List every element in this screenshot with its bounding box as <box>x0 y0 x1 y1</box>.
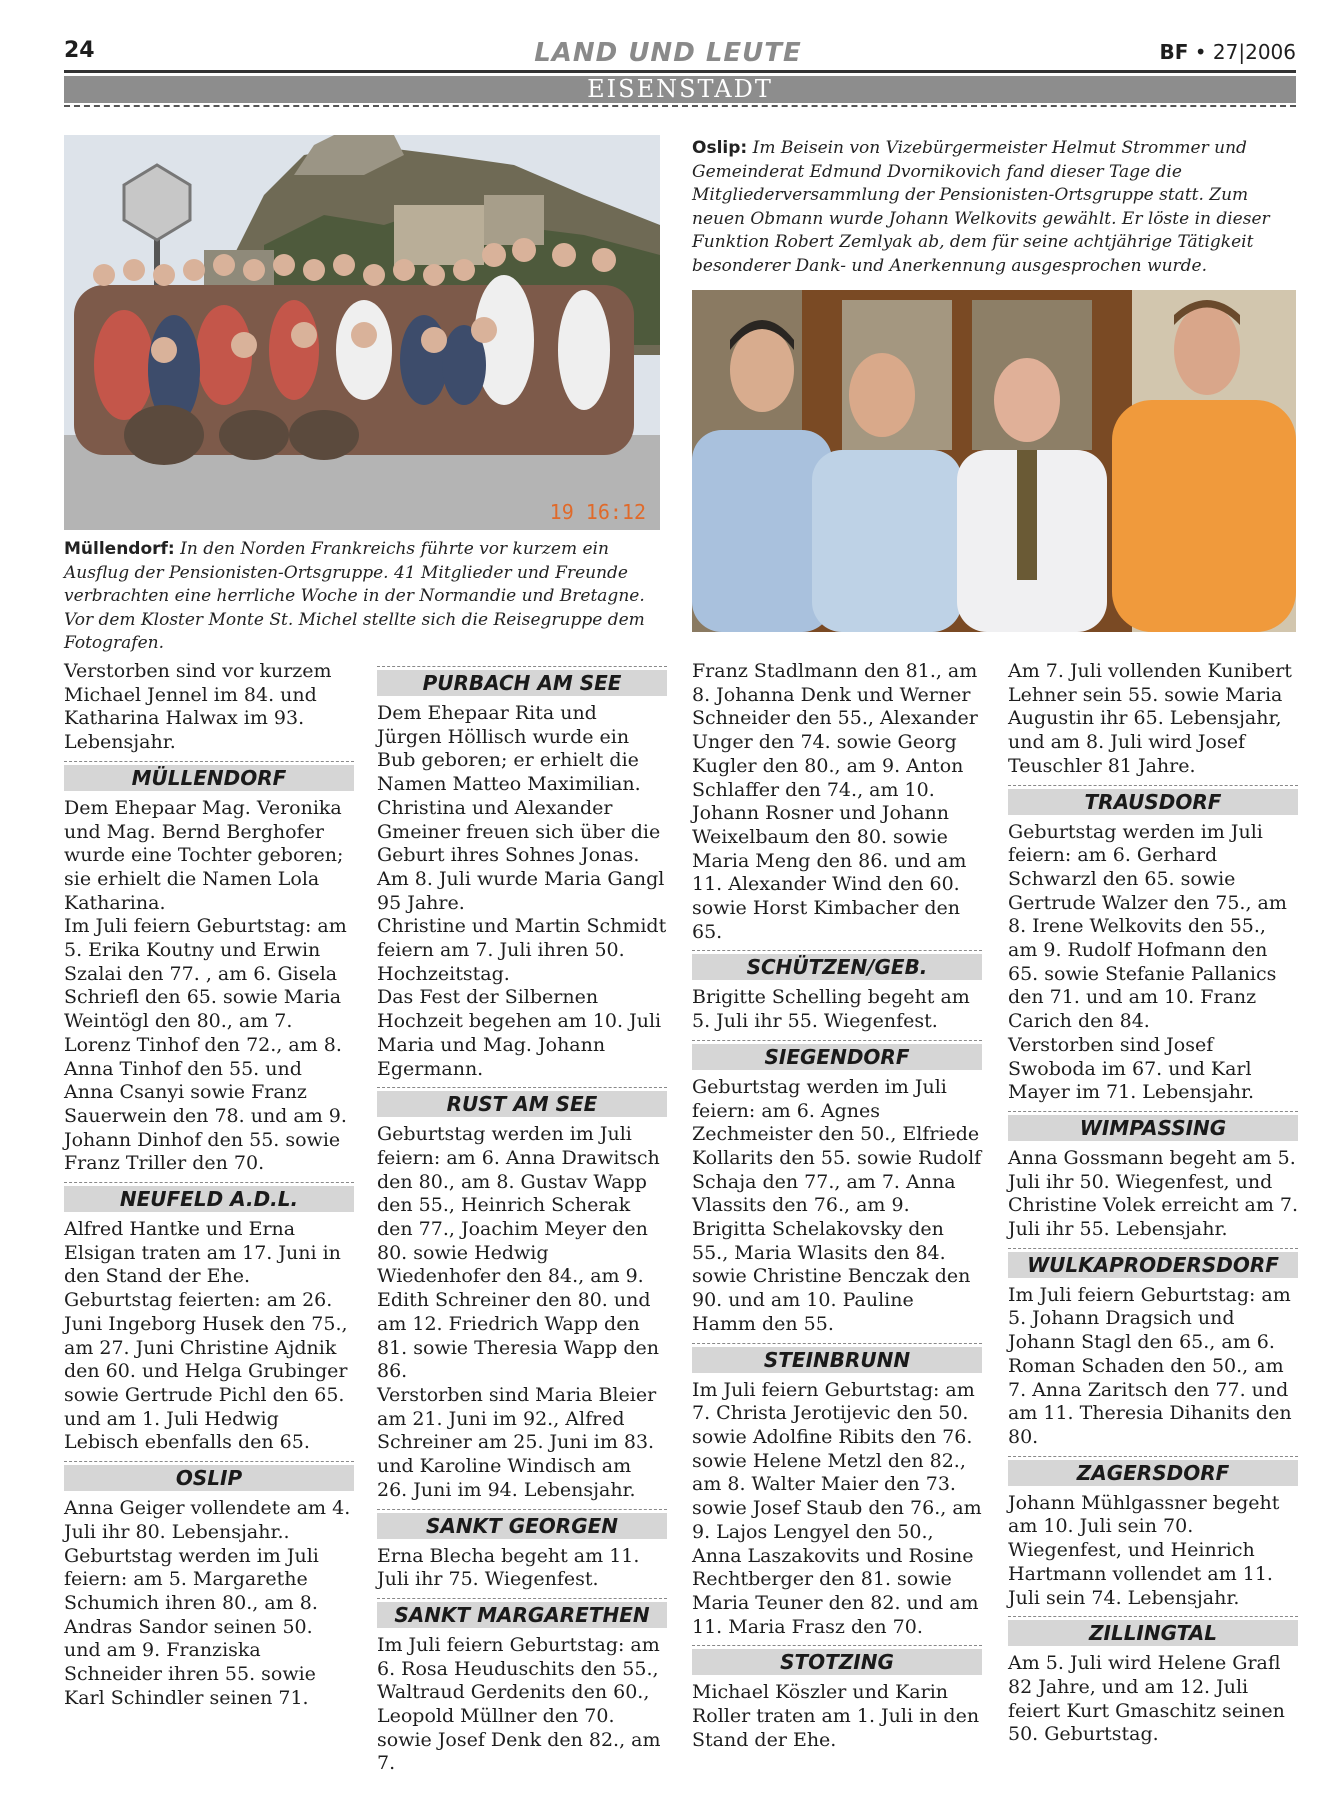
group-photo <box>64 135 660 530</box>
paragraph: Geburtstag feierten: am 26. Juni Ingeborg Husek den 75., am 27. Juni Christine Ajdnik den 60. und Helga Grubinger sowie Gertrude Pichl den 65. und am 1. Juli Hedwig Lebisch ebenfalls den 65. <box>64 1289 348 1454</box>
paragraph: Brigitte Schelling begeht am 5. Juli ihr 55. Wiegenfest. <box>692 986 970 1033</box>
section-title: WULKAPRODERSDORF <box>1008 1252 1298 1278</box>
section-header-wulkaprodersdorf <box>1008 1248 1298 1278</box>
section-header-wimpassing <box>1008 1111 1298 1141</box>
column-1 <box>64 660 354 1710</box>
paragraph: Geburtstag werden im Juli feiern: am 5. Margarethe Schumich ihren 80., am 8. Andras Sandor seinen 50. und am 9. Franziska Schneider ihren 55. sowie Karl Schindler seinen 71. <box>64 1544 319 1709</box>
section-title: PURBACH AM SEE <box>377 670 667 696</box>
page-number: 24 <box>64 38 95 63</box>
caption-text: Im Beisein von Vizebürgermeister Helmut Strommer und Gemeinderat Edmund Dvornikovich fand dieser Tage die Mitgliederversammlung der Pensionisten-Ortsgruppe statt. Zum neuen Obmann wurde Johann Welkovits gewählt. Er löste in dieser Funktion Robert Zemlyak ab, dem für seine achtjährige Tätigkeit besonderer Dank- und Anerkennung ausgesprochen wurde. <box>692 138 1270 276</box>
section-divider <box>692 950 982 951</box>
section-title: LAND UND LEUTE <box>534 38 802 68</box>
paragraph: Dem Ehepaar Mag. Veronika und Mag. Bernd Berghofer wurde eine Tochter geboren; sie erhielt die Namen Lola Katharina. <box>64 796 344 914</box>
section-title: SANKT MARGARETHEN <box>377 1602 667 1628</box>
caption-place: Oslip: <box>692 138 748 158</box>
paragraph: Dem Ehepaar Rita und Jürgen Höllisch wurde ein Bub geboren; er erhielt die Namen Matteo Maximilian. Christina und Alexander Gmeiner freuen sich über die Geburt ihres Sohnes Jonas. <box>377 702 661 867</box>
section-header-sankt-margarethen <box>377 1598 667 1628</box>
paragraph: Im Juli feiern Geburtstag: am 5. Erika Koutny und Erwin Szalai den 77. , am 6. Gisela Schriefl den 65. sowie Maria Weintögl den 80., am 7. Lorenz Tinhof den 72., am 8. Anna Tinhof den 55. und Anna Csanyi sowie Franz Sauerwein den 78. und am 9. Johann Dinhof den 55. sowie Franz Triller den 70. <box>64 915 347 1175</box>
section-title: SIEGENDORF <box>692 1044 982 1070</box>
paragraph: Verstorben sind Josef Swoboda im 67. und Karl Mayer im 71. Lebensjahr. <box>1008 1033 1255 1104</box>
section-title: ZAGERSDORF <box>1008 1460 1298 1486</box>
paragraph: Michael Köszler und Karin Roller traten am 1. Juli in den Stand der Ehe. <box>692 1681 980 1751</box>
section-title: SANKT GEORGEN <box>377 1513 667 1539</box>
paragraph: Erna Blecha begeht am 11. Juli ihr 75. Wiegenfest. <box>377 1544 640 1591</box>
section-title: MÜLLENDORF <box>64 765 354 791</box>
caption-text: In den Norden Frankreichs führte vor kurzem ein Ausflug der Pensionisten-Ortsgruppe. 41 Mitglieder und Freunde verbrachten eine herrliche Woche in der Normandie und Bretagne. Vor dem Kloster Monte St. Michel stellte sich die Reisegruppe dem Fotografen. <box>64 539 645 653</box>
section-title: NEUFELD A.D.L. <box>64 1186 354 1212</box>
column-2 <box>377 666 667 1776</box>
issue-number: 27|2006 <box>1212 40 1296 64</box>
paragraph: Im Juli feiern Geburtstag: am 6. Rosa Heuduschits den 55., Waltraud Gerdenits den 60., Leopold Müllner den 70. sowie Josef Denk den 82., am 7. <box>377 1633 661 1775</box>
section-divider <box>692 1645 982 1646</box>
paragraph: Geburtstag werden im Juli feiern: am 6. Anna Drawitsch den 80., am 8. Gustav Wapp den 55., Heinrich Scherak den 77., Joachim Meyer den 80. sowie Hedwig Wiedenhofer den 84., am 9. Edith Schreiner den 80. und am 12. Friedrich Wapp den 81. sowie Theresia Wapp den 86. <box>377 1123 660 1383</box>
paragraph: Am 7. Juli vollenden Kunibert Lehner sein 55. sowie Maria Augustin ihr 65. Lebensjahr, und am 8. Juli wird Josef Teuschler 81 Jahre. <box>1008 660 1292 777</box>
section-divider <box>1008 1111 1298 1112</box>
section-divider <box>1008 1456 1298 1457</box>
section-header-oslip <box>64 1461 354 1491</box>
paragraph: Das Fest der Silbernen Hochzeit begehen am 10. Juli Maria und Mag. Johann Egermann. <box>377 986 662 1080</box>
column-4 <box>1008 660 1298 1747</box>
caption-muellendorf <box>64 538 664 656</box>
section-divider <box>1008 1248 1298 1249</box>
paragraph: Im Juli feiern Geburtstag: am 5. Johann Dragsich und Johann Stagl den 65., am 6. Roman Schaden den 50., am 7. Anna Zaritsch den 77. und am 11. Theresia Dihanits den 80. <box>1008 1283 1292 1448</box>
section-header-zagersdorf <box>1008 1456 1298 1486</box>
section-divider <box>1008 1616 1298 1617</box>
paragraph: Verstorben sind Maria Bleier am 21. Juni im 92., Alfred Schreiner am 25. Juni im 83. und Karoline Windisch am 26. Juni im 94. Lebensjahr. <box>377 1383 657 1501</box>
paragraph: Alfred Hantke und Erna Elsigan traten am 17. Juni in den Stand der Ehe. <box>64 1218 341 1288</box>
section-title: ZILLINGTAL <box>1008 1620 1298 1646</box>
section-divider <box>64 1461 354 1462</box>
paragraph: Geburtstag werden im Juli feiern: am 6. Gerhard Schwarzl den 65. sowie Gertrude Walzer den 75., am 8. Irene Welkovits den 55., am 9. Rudolf Hofmann den 65. sowie Stefanie Pallanics den 71. und am 10. Franz Carich den 84. <box>1008 820 1287 1033</box>
region-banner: EISENSTADT <box>64 76 1296 103</box>
section-divider <box>692 1040 982 1041</box>
section-divider <box>377 1598 667 1599</box>
paragraph: Johann Mühlgassner begeht am 10. Juli sein 70. Wiegenfest, und Heinrich Hartmann vollendet am 11. Juli sein 74. Lebensjahr. <box>1008 1491 1280 1609</box>
section-title: OSLIP <box>64 1465 354 1491</box>
section-divider <box>692 1343 982 1344</box>
section-header-stotzing <box>692 1645 982 1675</box>
section-header-purbach <box>377 666 667 696</box>
paragraph: Verstorben sind vor kurzem Michael Jennel im 84. und Katharina Halwax im 93. Lebensjahr. <box>64 660 332 754</box>
photo-timestamp: 19 16:12 <box>549 500 646 524</box>
section-divider <box>377 1087 667 1088</box>
publication-name: BF <box>1159 40 1189 64</box>
section-header-schuetzen <box>692 950 982 980</box>
paragraph: Franz Stadlmann den 81., am 8. Johanna Denk und Werner Schneider den 55., Alexander Unger den 74. sowie Georg Kugler den 80., am 9. Anton Schlaffer den 74., am 10. Johann Rosner und Johann Weixelbaum den 80. sowie Maria Meng den 86. und am 11. Alexander Wind den 60. sowie Horst Kimbacher den 65. <box>692 660 978 943</box>
section-header-steinbrunn <box>692 1343 982 1373</box>
paragraph: Anna Geiger vollendete am 4. Juli ihr 80. Lebensjahr.. <box>64 1497 351 1543</box>
section-divider <box>64 761 354 762</box>
section-title: WIMPASSING <box>1008 1115 1298 1141</box>
section-header-sankt-georgen <box>377 1509 667 1539</box>
caption-oslip <box>692 137 1296 278</box>
section-divider <box>377 666 667 667</box>
section-divider <box>1008 785 1298 786</box>
officials-photo <box>692 290 1296 632</box>
header-rule <box>64 70 1296 73</box>
column-3 <box>692 660 982 1752</box>
section-header-rust <box>377 1087 667 1117</box>
section-title: TRAUSDORF <box>1008 789 1298 815</box>
section-header-trausdorf <box>1008 785 1298 815</box>
section-title: SCHÜTZEN/GEB. <box>692 954 982 980</box>
paragraph: Am 5. Juli wird Helene Grafl 82 Jahre, und am 12. Juli feiert Kurt Gmaschitz seinen 50. Geburtstag. <box>1008 1652 1285 1746</box>
issue-separator: • <box>1194 40 1207 64</box>
paragraph: Anna Gossmann begeht am 5. Juli ihr 50. Wiegenfest, und Christine Volek erreicht am 7. Juli ihr 55. Lebensjahr. <box>1008 1146 1299 1241</box>
section-header-muellendorf <box>64 761 354 791</box>
paragraph: Christine und Martin Schmidt feiern am 7. Juli ihren 50. Hochzeitstag. <box>377 915 667 985</box>
section-title: STOTZING <box>692 1649 982 1675</box>
section-divider <box>64 1182 354 1183</box>
section-header-zillingtal <box>1008 1616 1298 1646</box>
region-divider <box>64 105 1296 107</box>
section-header-siegendorf <box>692 1040 982 1070</box>
paragraph: Am 8. Juli wurde Maria Gangl 95 Jahre. <box>377 867 665 914</box>
section-title: STEINBRUNN <box>692 1347 982 1373</box>
paragraph: Im Juli feiern Geburtstag: am 7. Christa Jerotijevic den 50. sowie Adolfine Ribits den 76. sowie Helene Metzl den 82., am 8. Walter Maier den 73. sowie Josef Staub den 76., am 9. Lajos Lengyel den 50., Anna Laszakovits und Rosine Rechtberger den 81. sowie Maria Teuner den 82. und am 11. Maria Frasz den 70. <box>692 1378 982 1638</box>
section-divider <box>377 1509 667 1510</box>
paragraph: Geburtstag werden im Juli feiern: am 6. Agnes Zechmeister den 50., Elfriede Kollarits den 55. sowie Rudolf Schaja den 77., am 7. Anna Vlassits den 76., am 9. Brigitta Schelakovsky den 55., Maria Wlasits den 84. sowie Christine Benczak den 90. und am 10. Pauline Hamm den 55. <box>692 1075 982 1335</box>
issue-info <box>1159 40 1296 64</box>
section-header-neufeld <box>64 1182 354 1212</box>
caption-place: Müllendorf: <box>64 539 175 559</box>
section-title: RUST AM SEE <box>377 1091 667 1117</box>
